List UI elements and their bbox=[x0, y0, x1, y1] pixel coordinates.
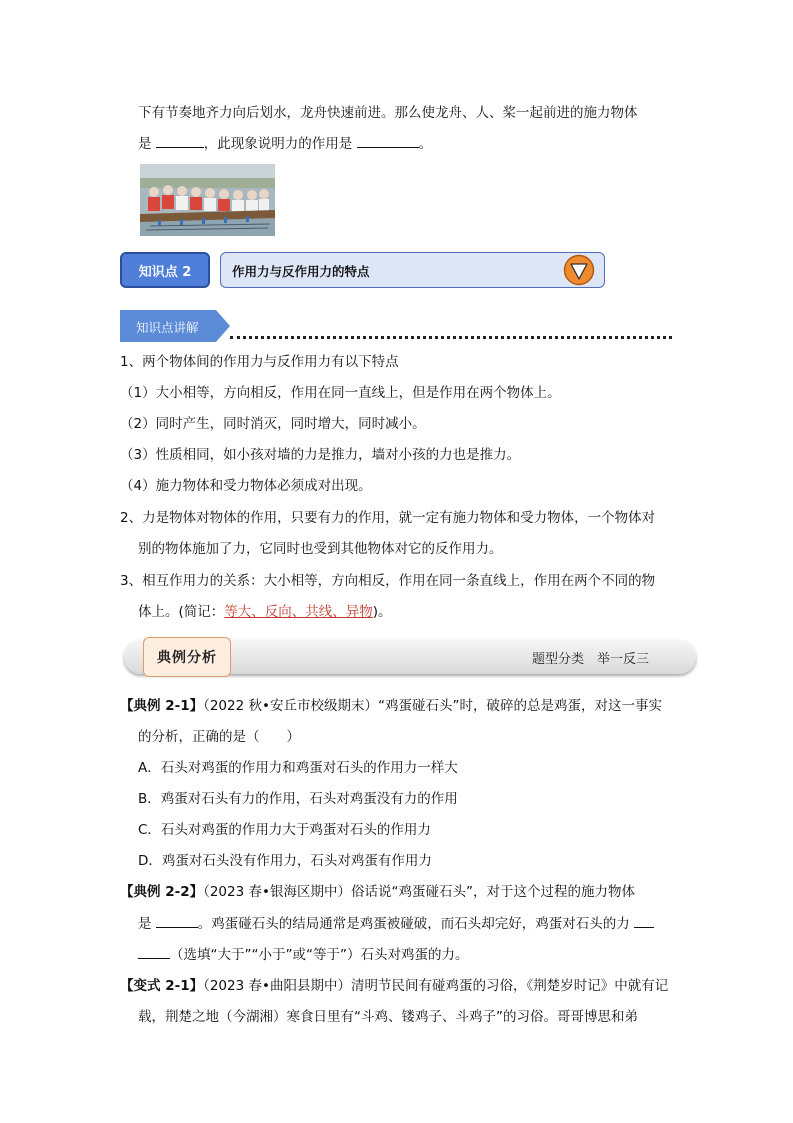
mnemonic-highlight: 等大、反向、共线、异物 bbox=[224, 604, 373, 620]
example-2-1: 【典例 2-1】（2022 秋•安丘市校级期末）“鸡蛋碰石头”时，破碎的总是鸡蛋，对这一事实 bbox=[120, 698, 662, 714]
intro-line-1: 下有节奏地齐力向后划水，龙舟快速前进。那么使龙舟、人、桨一起前进的施力物体 bbox=[138, 105, 638, 121]
explain-line-7: 别的物体施加了力，它同时也受到其他物体对它的反作用力。 bbox=[138, 541, 503, 557]
option-b[interactable]: B．鸡蛋对石头有力的作用，石头对鸡蛋没有力的作用 bbox=[138, 791, 458, 807]
explain-banner-label: 知识点讲解 bbox=[136, 320, 199, 335]
answer-blank-4a[interactable] bbox=[634, 913, 654, 928]
examples-subtitle: 题型分类 举一反三 bbox=[532, 652, 650, 667]
examples-tag: 典例分析 bbox=[143, 637, 231, 677]
option-d[interactable]: D．鸡蛋对石头没有作用力，石头对鸡蛋有作用力 bbox=[138, 853, 432, 869]
option-a[interactable]: A．石头对鸡蛋的作用力和鸡蛋对石头的作用力一样大 bbox=[138, 760, 458, 776]
answer-blank-2[interactable] bbox=[357, 133, 419, 148]
explain-line-3: （2）同时产生，同时消灭，同时增大，同时减小。 bbox=[120, 416, 426, 432]
variant-2-1-cont: 载，荆楚之地（今湖湘）寒食日里有“斗鸡、镂鸡子、斗鸡子”的习俗。哥哥博思和弟 bbox=[138, 1009, 638, 1025]
variant-2-1: 【变式 2-1】（2023 春•曲阳县期中）清明节民间有碰鸡蛋的习俗，《荆楚岁时记》中就有记 bbox=[120, 978, 669, 994]
dragon-boat-photo bbox=[140, 164, 275, 236]
explain-line-8: 3、相互作用力的关系：大小相等，方向相反，作用在同一条直线上，作用在两个不同的物 bbox=[120, 573, 656, 589]
answer-blank-3[interactable] bbox=[156, 913, 198, 928]
example-2-2-cont2: （选填“大于”“小于”或“等于”）石头对鸡蛋的力。 bbox=[138, 944, 468, 965]
option-c[interactable]: C．石头对鸡蛋的作用力大于鸡蛋对石头的作用力 bbox=[138, 822, 431, 838]
explain-line-2: （1）大小相等，方向相反，作用在同一直线上，但是作用在两个物体上。 bbox=[120, 385, 561, 401]
expand-triangle-icon[interactable] bbox=[563, 254, 595, 286]
explain-line-1: 1、两个物体间的作用力与反作用力有以下特点 bbox=[120, 354, 399, 370]
dotted-divider bbox=[230, 336, 672, 339]
explain-line-5: （4）施力物体和受力物体必须成对出现。 bbox=[120, 478, 372, 494]
intro-line-2: 是 ，此现象说明力的作用是 。 bbox=[138, 133, 432, 154]
example-2-1-cont: 的分析，正确的是（ ） bbox=[138, 729, 300, 745]
example-2-2: 【典例 2-2】（2023 春•银海区期中）俗话说“鸡蛋碰石头”，对于这个过程的施力物体 bbox=[120, 884, 635, 900]
knowledge-point-tag: 知识点 2 bbox=[120, 252, 210, 288]
answer-blank-4b[interactable] bbox=[138, 944, 170, 959]
answer-blank-1[interactable] bbox=[156, 133, 204, 148]
example-2-2-cont: 是 。鸡蛋碰石头的结局通常是鸡蛋被碰破，而石头却完好，鸡蛋对石头的力 bbox=[138, 913, 654, 934]
explain-line-6: 2、力是物体对物体的作用，只要有力的作用，就一定有施力物体和受力物体，一个物体对 bbox=[120, 510, 656, 526]
explain-line-9: 体上。(简记：等大、反向、共线、异物)。 bbox=[138, 604, 392, 620]
knowledge-point-title: 作用力与反作用力的特点 bbox=[232, 264, 370, 279]
explain-line-4: （3）性质相同，如小孩对墙的力是推力，墙对小孩的力也是推力。 bbox=[120, 447, 521, 463]
